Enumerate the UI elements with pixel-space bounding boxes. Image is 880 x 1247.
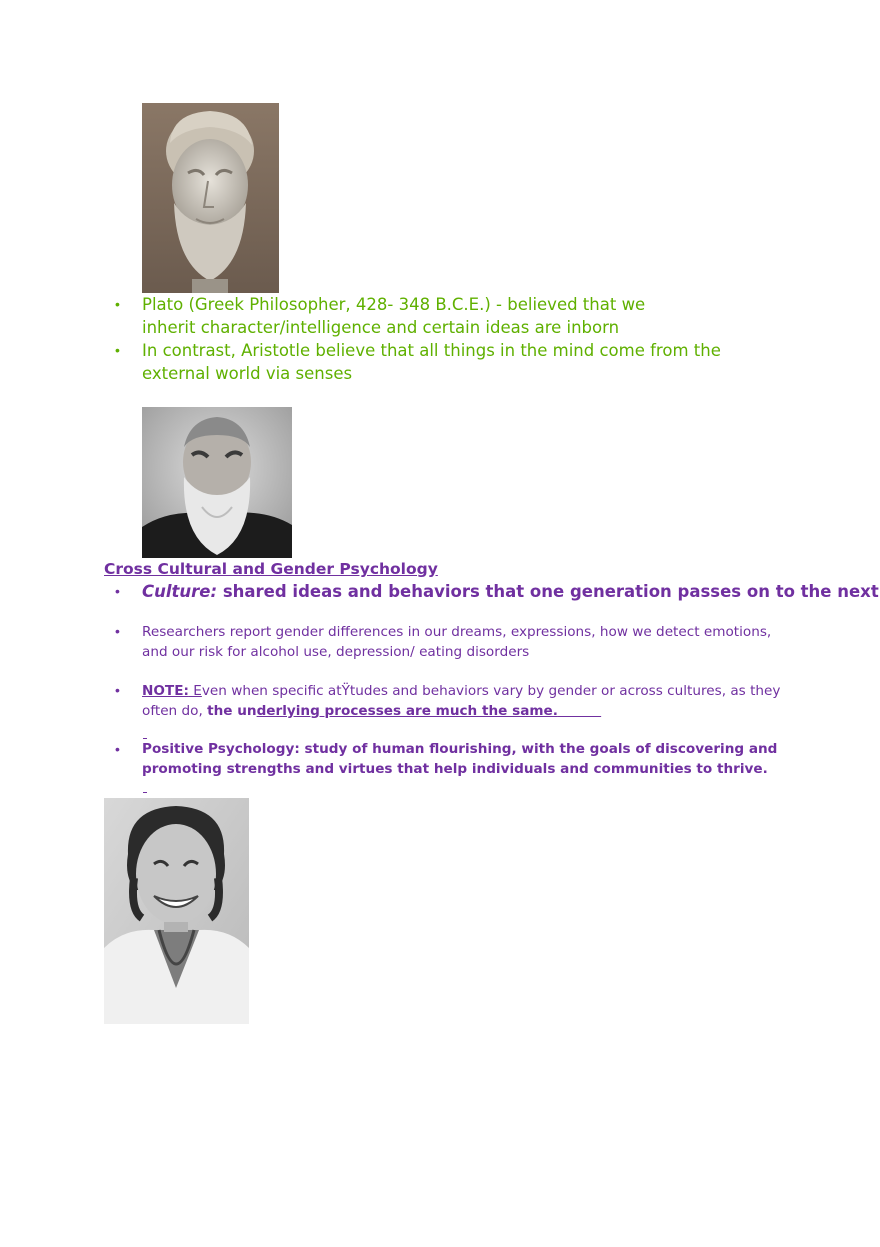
plato-bullet-text: Plato (Greek Philosopher, 428- 348 B.C.E.) - believed that we inherit character/intelligence and certain ideas are inborn [142,295,646,337]
culture-def: shared ideas and behaviors that one generation passes on to the next [217,582,879,601]
note-trailing-underline [558,703,601,719]
aristotle-bullet-text: In contrast, Aristotle believe that all things in the mind come from the external world via senses [142,341,721,383]
bullet-marker: • [115,296,120,312]
bullet-marker: • [115,583,120,599]
positive-psychology-text: Positive Psychology: study of human flourishing, with the goals of discovering and promoting strengths and virtues that help individuals and communities to thrive. [142,741,778,777]
underline-mark [143,792,147,793]
section-heading: Cross Cultural and Gender Psychology [104,560,438,578]
note-underline-a: E [188,683,202,699]
bullet-marker: • [115,682,120,698]
note-bold-a: the un [207,703,257,719]
culture-definition [142,580,879,604]
bullet-marker: • [115,741,120,757]
bullet-marker: • [115,342,120,358]
seligman-portrait-photo [104,798,249,1024]
plato-bust-photo [142,103,279,293]
note-text [142,681,792,721]
note-body: ven when specific atŸtudes and behaviors vary by gender or across cultures, as they often do, [142,683,781,719]
note-label: NOTE: [142,683,189,699]
researchers-text: Researchers report gender differences in our dreams, expressions, how we detect emotions, and our risk for alcohol use, depression/ eating disorders [142,624,772,660]
darwin-portrait-photo [142,407,292,558]
note-bold-b: derlying processes are much the same. [256,703,558,719]
bullet-marker: • [115,623,120,639]
culture-term: Culture: [142,582,218,601]
